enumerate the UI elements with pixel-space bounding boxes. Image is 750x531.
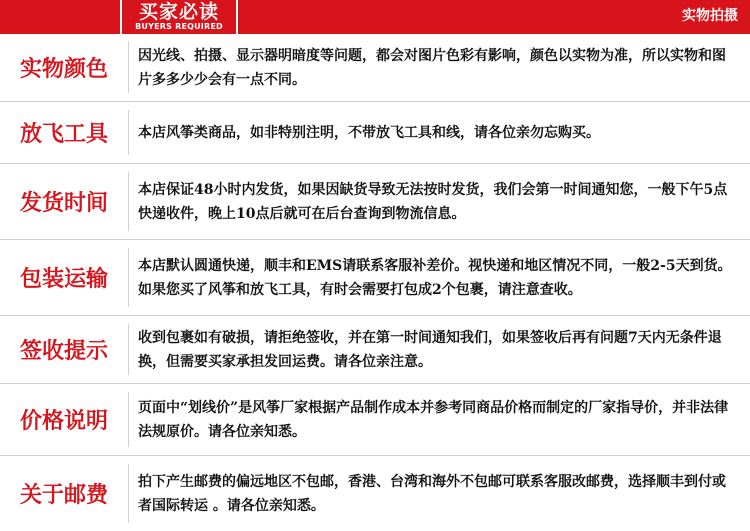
row-label: 关于邮费 xyxy=(19,482,108,508)
header-bar xyxy=(0,0,750,34)
row-divider xyxy=(128,392,129,447)
info-row-flying-tools xyxy=(0,102,750,164)
row-divider xyxy=(128,110,129,155)
row-label: 放飞工具 xyxy=(19,121,108,147)
row-label: 发货时间 xyxy=(19,190,108,216)
row-text: 本店默认圆通快递，顺丰和EMS请联系客服补差价。视快递和地区情况不同，一般2-5天到货。如果您买了风筝和放飞工具，有时会需要打包成2个包裹，请注意查收。 xyxy=(138,257,732,298)
info-row-packaging xyxy=(0,240,750,316)
row-divider xyxy=(128,248,129,307)
info-row-postage xyxy=(0,456,750,531)
row-divider xyxy=(128,324,129,375)
row-divider xyxy=(128,172,129,231)
info-row-receipt xyxy=(0,316,750,384)
buyers-required-badge xyxy=(120,0,238,34)
row-divider xyxy=(128,42,129,93)
row-text: 拍下产生邮费的偏远地区不包邮，香港、台湾和海外不包邮可联系客服改邮费，选择顺丰到付或者国际转运 。请各位亲知悉。 xyxy=(138,473,726,514)
row-label: 价格说明 xyxy=(19,408,108,434)
row-label: 签收提示 xyxy=(19,338,108,364)
page-title: 买家必读 xyxy=(138,1,219,23)
info-row-color xyxy=(0,34,750,102)
row-text: 本店风筝类商品，如非特别注明，不带放飞工具和线，请各位亲勿忘购买。 xyxy=(138,124,600,141)
header-right-label: 实物拍摄 xyxy=(682,8,738,24)
row-divider xyxy=(128,464,129,523)
row-label: 包装运输 xyxy=(19,266,108,292)
row-text: 页面中“划线价”是风筝厂家根据产品制作成本并参考同商品价格而制定的厂家指导价，并非法律法规原价。请各位亲知悉。 xyxy=(138,399,729,440)
row-text: 收到包裹如有破损，请拒绝签收，并在第一时间通知我们，如果签收后再有问题7天内无条件退换，但需要买家承担发回运费。请各位亲注意。 xyxy=(138,329,722,370)
row-label: 实物颜色 xyxy=(19,56,108,82)
row-text: 本店保证48小时内发货，如果因缺货导致无法按时发货，我们会第一时间通知您，一般下午5点快递收件，晚上10点后就可在后台查询到物流信息。 xyxy=(138,181,728,222)
info-row-shipping-time xyxy=(0,164,750,240)
page-subtitle: BUYERS REQUIRED xyxy=(135,22,223,31)
row-text: 因光线、拍摄、显示器明暗度等问题，都会对图片色彩有影响，颜色以实物为准，所以实物和图片多多少少会有一点不同。 xyxy=(138,47,726,88)
info-row-price xyxy=(0,384,750,456)
